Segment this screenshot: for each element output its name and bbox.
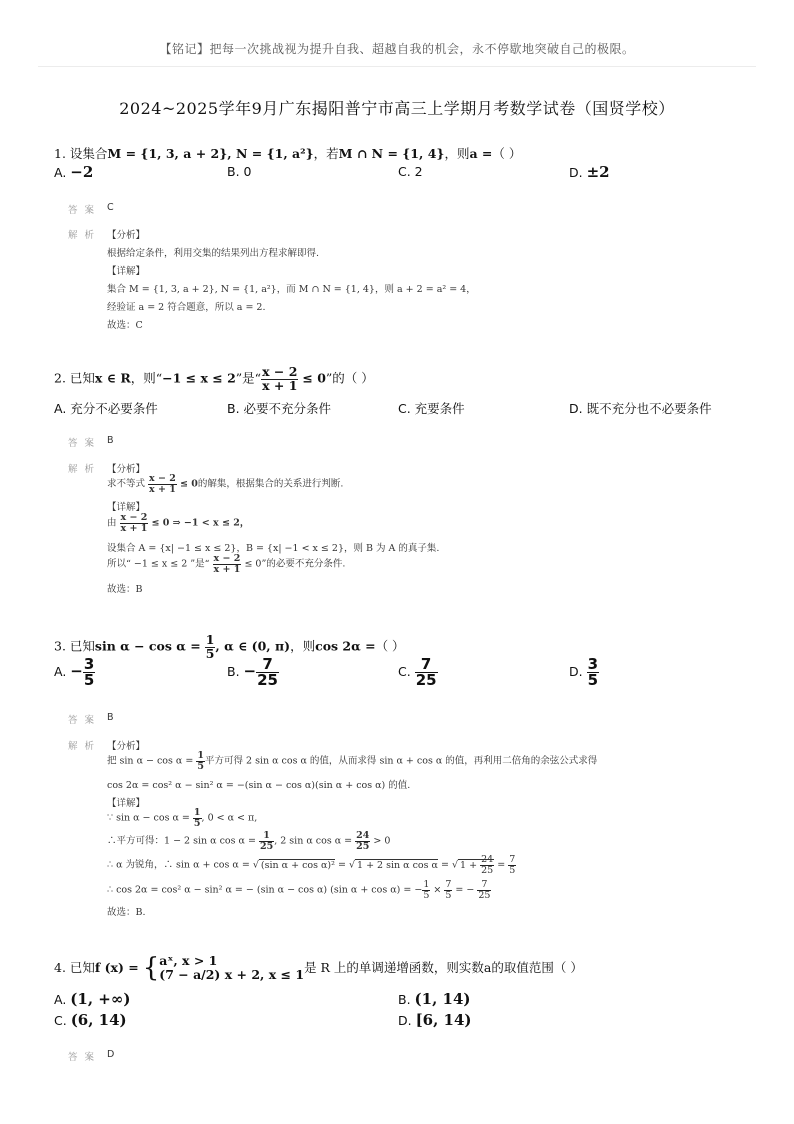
q3-option-b-sign: − xyxy=(243,662,257,680)
q3-d1-fraction xyxy=(193,808,202,828)
q3-option-c-label: C. xyxy=(398,664,411,679)
q2-stem-prefix: 2. 已知 xyxy=(54,370,95,386)
q4-option-a-value: (1, +∞) xyxy=(70,990,131,1008)
q3-option-a-num: 3 xyxy=(83,655,95,673)
q2-option-d[interactable]: D. 既不充分也不必要条件 xyxy=(569,401,712,416)
q3-d2-frac-b: $\frac{24}{25}$ xyxy=(356,830,370,852)
q3-d4-frac-c: $\frac{7}{25}$ xyxy=(478,879,491,901)
q1-detail-line-2: 经验证 a = 2 符合题意，所以 a = 2. xyxy=(107,302,266,313)
q2-rel: ≤ 0 xyxy=(302,370,326,386)
q2-frac-num: x − 2 xyxy=(262,364,298,379)
q2-an-pre: 求不等式 xyxy=(107,478,146,490)
q1-option-d-label: D. xyxy=(569,165,587,180)
q4-stem-prefix: 4. 已知 xyxy=(54,959,95,975)
q4-option-d[interactable] xyxy=(398,1011,472,1029)
q2-an-post: 的解集，根据集合的关系进行判断. xyxy=(197,478,344,490)
q3-option-c-fraction xyxy=(415,657,438,688)
q4-option-b-label: B. xyxy=(398,992,415,1007)
q4-fx: f (x) = xyxy=(94,959,139,975)
q2-d1-fraction xyxy=(120,513,149,533)
q1-option-b[interactable]: B. 0 xyxy=(227,164,252,179)
q2-d1-pre: 由 xyxy=(107,517,117,529)
q1-intersection: M ∩ N = {1, 4} xyxy=(338,146,445,161)
q3-lhs: sin α − cos α = xyxy=(94,638,201,654)
q4-brace: { xyxy=(142,953,160,984)
q2-d3-frac-num: x − 2 xyxy=(213,553,241,564)
q3-option-c-num: 7 xyxy=(420,655,432,673)
q1-answer: C xyxy=(107,202,114,213)
header-divider xyxy=(38,66,756,67)
q1-analysis-tag: 解 析 xyxy=(68,230,97,241)
q3-stem-prefix: 3. 已知 xyxy=(54,638,95,654)
q2-detail-line-3 xyxy=(107,554,345,574)
q2-detail-heading: 【详解】 xyxy=(107,502,146,513)
q1-option-d-value: ±2 xyxy=(586,163,610,181)
q3-option-b[interactable] xyxy=(227,657,279,688)
q2-analysis-tag: 解 析 xyxy=(68,464,97,475)
q3-an1-num: 1 xyxy=(197,750,204,761)
page-title: 2024~2025学年9月广东揭阳普宁市高三上学期月考数学试卷（国贤学校） xyxy=(119,99,675,118)
q3-an1-den: 5 xyxy=(197,760,204,772)
q1-stem-end: （ ） xyxy=(492,146,522,161)
q2-d1-frac-den: x + 1 xyxy=(120,522,148,534)
q1-set-def: M = {1, 3, a + 2}, N = {1, a²} xyxy=(107,146,314,161)
q1-stem-mid: ，若 xyxy=(313,146,339,161)
q2-an-frac-num: x − 2 xyxy=(149,473,176,484)
q2-stem-mid2: ”是“ xyxy=(235,370,262,386)
q3-option-a-fraction xyxy=(83,657,95,688)
q3-d3-frac-a: $\frac{24}{25}$ xyxy=(481,854,494,876)
q3-option-d[interactable] xyxy=(569,657,599,688)
q4-answer-tag: 答 案 xyxy=(68,1052,97,1063)
q2-range: −1 ≤ x ≤ 2 xyxy=(162,370,236,386)
q1-option-a[interactable] xyxy=(54,163,93,181)
q3-option-b-label: B. xyxy=(227,664,240,679)
q1-analysis-text: 根据给定条件，利用交集的结果列出方程求解即得. xyxy=(107,248,320,259)
q3-option-b-den: 25 xyxy=(257,671,278,689)
q3-d3-frac-b: $\frac{7}{5}$ xyxy=(509,854,516,876)
q3-d1-num: 1 xyxy=(193,807,201,818)
q3-d1-post: , 0 < α < π, xyxy=(201,812,258,824)
q2-analysis-text xyxy=(107,474,343,494)
q3-option-a[interactable] xyxy=(54,657,95,688)
q2-stem-end: ”的（ ） xyxy=(325,370,374,386)
q3-an1-fraction xyxy=(196,751,205,771)
q3-target: cos 2α = xyxy=(315,638,376,654)
q2-detail-line-2: 设集合 A = {x| −1 ≤ x ≤ 2}，B = {x| −1 < x ≤ 2}，则 B 为 A 的真子集. xyxy=(107,543,440,554)
q2-answer-tag: 答 案 xyxy=(68,438,97,449)
motto-header: 【铭记】把每一次挑战视为提升自我、超越自我的机会，永不停歇地突破自己的极限。 xyxy=(159,42,635,56)
q4-stem-end: 是 R 上的单调递增函数，则实数a的取值范围（ ） xyxy=(304,959,583,975)
q4-option-d-label: D. xyxy=(398,1013,416,1028)
q3-option-d-fraction xyxy=(587,657,599,688)
q3-d4-frac-b: $\frac{7}{5}$ xyxy=(445,879,452,901)
q3-d3-sqrt-3 xyxy=(458,854,494,876)
q3-d3-sqrt-2: 1 + 2 sin α cos α xyxy=(357,859,438,871)
q2-d3-post: ≤ 0”的必要不充分条件. xyxy=(244,558,346,570)
q3-stem-mid: ，则 xyxy=(290,638,316,654)
q3-cond: , α ∈ (0, π) xyxy=(215,638,291,654)
q1-answer-tag: 答 案 xyxy=(68,205,97,216)
q2-cond: x ∈ R xyxy=(94,370,131,386)
q3-stem-end: （ ） xyxy=(375,638,405,654)
q3-option-d-num: 3 xyxy=(587,655,599,673)
q1-var: a = xyxy=(469,146,493,161)
q2-option-b[interactable]: B. 必要不充分条件 xyxy=(227,401,332,416)
q2-detail-line-1 xyxy=(107,513,249,533)
q1-option-d[interactable] xyxy=(569,163,610,181)
q2-answer: B xyxy=(107,435,114,446)
q2-option-c[interactable]: C. 充要条件 xyxy=(398,401,465,416)
q4-option-c-label: C. xyxy=(54,1013,71,1028)
q4-answer: D xyxy=(107,1049,115,1060)
q3-option-c[interactable] xyxy=(398,657,438,688)
q4-option-c-value: (6, 14) xyxy=(70,1011,127,1029)
q4-option-d-value: [6, 14) xyxy=(415,1011,472,1029)
q3-analysis-tag: 解 析 xyxy=(68,741,97,752)
q4-option-a-label: A. xyxy=(54,992,71,1007)
q3-d4-frac-a: $\frac{1}{5}$ xyxy=(423,879,430,901)
q3-an1-pre: 把 sin α − cos α = xyxy=(107,755,194,767)
q4-case-2: (7 − a/2) x + 2, x ≤ 1 xyxy=(159,967,305,983)
q3-fraction xyxy=(205,634,216,660)
q2-d1-frac-num: x − 2 xyxy=(120,512,148,523)
q3-d3-sqrt-1: (sin α + cos α)² xyxy=(260,859,335,871)
q4-option-a[interactable] xyxy=(54,990,130,1008)
q3-detail-line-5: 故选：B. xyxy=(107,907,146,918)
q3-detail-line-2 xyxy=(107,831,390,851)
q3-frac-num: 1 xyxy=(205,632,215,647)
q3-analysis-line-1 xyxy=(107,751,597,771)
q3-option-c-den: 25 xyxy=(415,671,437,689)
q3-d4-pre: ∴ cos 2α = cos² α − sin² α = − (sin α − cos α) (sin α + cos α) = − xyxy=(107,884,423,896)
q3-analysis-line-2: cos 2α = cos² α − sin² α = −(sin α − cos α)(sin α + cos α) 的值. xyxy=(107,780,411,791)
q2-an-rel: ≤ 0 xyxy=(179,478,198,490)
q3-an1-post: 平方可得 2 sin α cos α 的值，从而求得 sin α + cos α 的值，再利用二倍角的余弦公式求得 xyxy=(204,755,598,767)
q2-d3-fraction xyxy=(213,554,242,574)
q1-detail-line-3: 故选：C xyxy=(107,320,143,331)
q3-d3-sqrt-3-lead: 1 + xyxy=(460,859,478,871)
q3-d1-den: 5 xyxy=(193,817,201,829)
question-2-stem xyxy=(54,366,374,392)
q2-option-a[interactable]: A. 充分不必要条件 xyxy=(54,401,158,416)
q2-an-fraction xyxy=(148,474,177,494)
q3-option-a-den: 5 xyxy=(83,671,95,689)
q2-stem-mid: ，则“ xyxy=(130,370,163,386)
q4-option-b-value: (1, 14) xyxy=(414,990,471,1008)
q4-option-b[interactable] xyxy=(398,990,470,1008)
q3-option-b-num: 7 xyxy=(262,655,273,673)
q2-frac-den: x + 1 xyxy=(262,377,298,393)
q1-option-a-value: −2 xyxy=(70,163,94,181)
question-4-stem xyxy=(54,954,583,983)
q1-stem-prefix: 1. 设集合 xyxy=(54,146,108,161)
q3-detail-line-3: ∴ α 为锐角，∴ sin α + cos α = √ (sin α + cos α)² = √ 1 + 2 sin α cos α = √ 1 + $\frac{24}{25}$ = $\frac{7}{5}$ xyxy=(107,854,516,876)
q2-an-frac-den: x + 1 xyxy=(149,483,176,495)
q1-option-c[interactable]: C. 2 xyxy=(398,164,423,179)
q2-d3-pre: 所以“ −1 ≤ x ≤ 2 ”是“ xyxy=(107,558,210,570)
q3-detail-heading: 【详解】 xyxy=(107,798,146,809)
q4-option-c[interactable] xyxy=(54,1011,127,1029)
q3-option-b-fraction xyxy=(256,657,279,688)
q4-case-1: aˣ, x > 1 xyxy=(159,953,218,968)
q4-cases xyxy=(159,954,304,983)
q2-d3-frac-den: x + 1 xyxy=(213,563,241,575)
q1-stem-mid2: ，则 xyxy=(444,146,470,161)
q2-detail-line-4: 故选：B xyxy=(107,584,143,595)
q3-detail-line-4: ∴ cos 2α = cos² α − sin² α = − (sin α − cos α) (sin α + cos α) = − $\frac{1}{5}$ × $\frac{7}{5}$ = − $\frac{7}{25}$ xyxy=(107,879,491,901)
q3-d2-frac-a: $\frac{1}{25}$ xyxy=(259,830,274,852)
q3-d3-pre: ∴ α 为锐角，∴ sin α + cos α = xyxy=(107,859,250,871)
q3-answer: B xyxy=(107,712,114,723)
q3-d1-pre: ∵ sin α − cos α = xyxy=(107,812,190,824)
q2-d1-post: ≤ 0 ⇒ −1 < x ≤ 2， xyxy=(151,517,250,529)
q3-detail-line-1 xyxy=(107,808,257,828)
q3-analysis-heading: 【分析】 xyxy=(107,741,146,752)
q1-analysis-heading: 【分析】 xyxy=(107,230,146,241)
q1-option-a-label: A. xyxy=(54,165,71,180)
q1-detail-line-1: 集合 M = {1, 3, a + 2}, N = {1, a²}，而 M ∩ N = {1, 4}，则 a + 2 = a² = 4， xyxy=(107,284,476,295)
q3-option-d-den: 5 xyxy=(587,671,599,689)
q3-d2-pre: ∴平方可得：1 − 2 sin α cos α = xyxy=(107,835,256,847)
q2-fraction xyxy=(261,366,298,392)
q3-option-a-label: A. xyxy=(54,664,67,679)
q2-analysis-heading: 【分析】 xyxy=(107,464,146,475)
q3-d2-post: > 0 xyxy=(373,835,391,847)
q3-option-d-label: D. xyxy=(569,664,583,679)
q3-frac-den: 5 xyxy=(205,645,215,661)
q3-d2-mid: , 2 sin α cos α = xyxy=(274,835,353,847)
q3-answer-tag: 答 案 xyxy=(68,715,97,726)
q1-detail-heading: 【详解】 xyxy=(107,266,146,277)
q3-option-a-sign: − xyxy=(70,662,83,680)
question-1-stem xyxy=(54,144,521,162)
